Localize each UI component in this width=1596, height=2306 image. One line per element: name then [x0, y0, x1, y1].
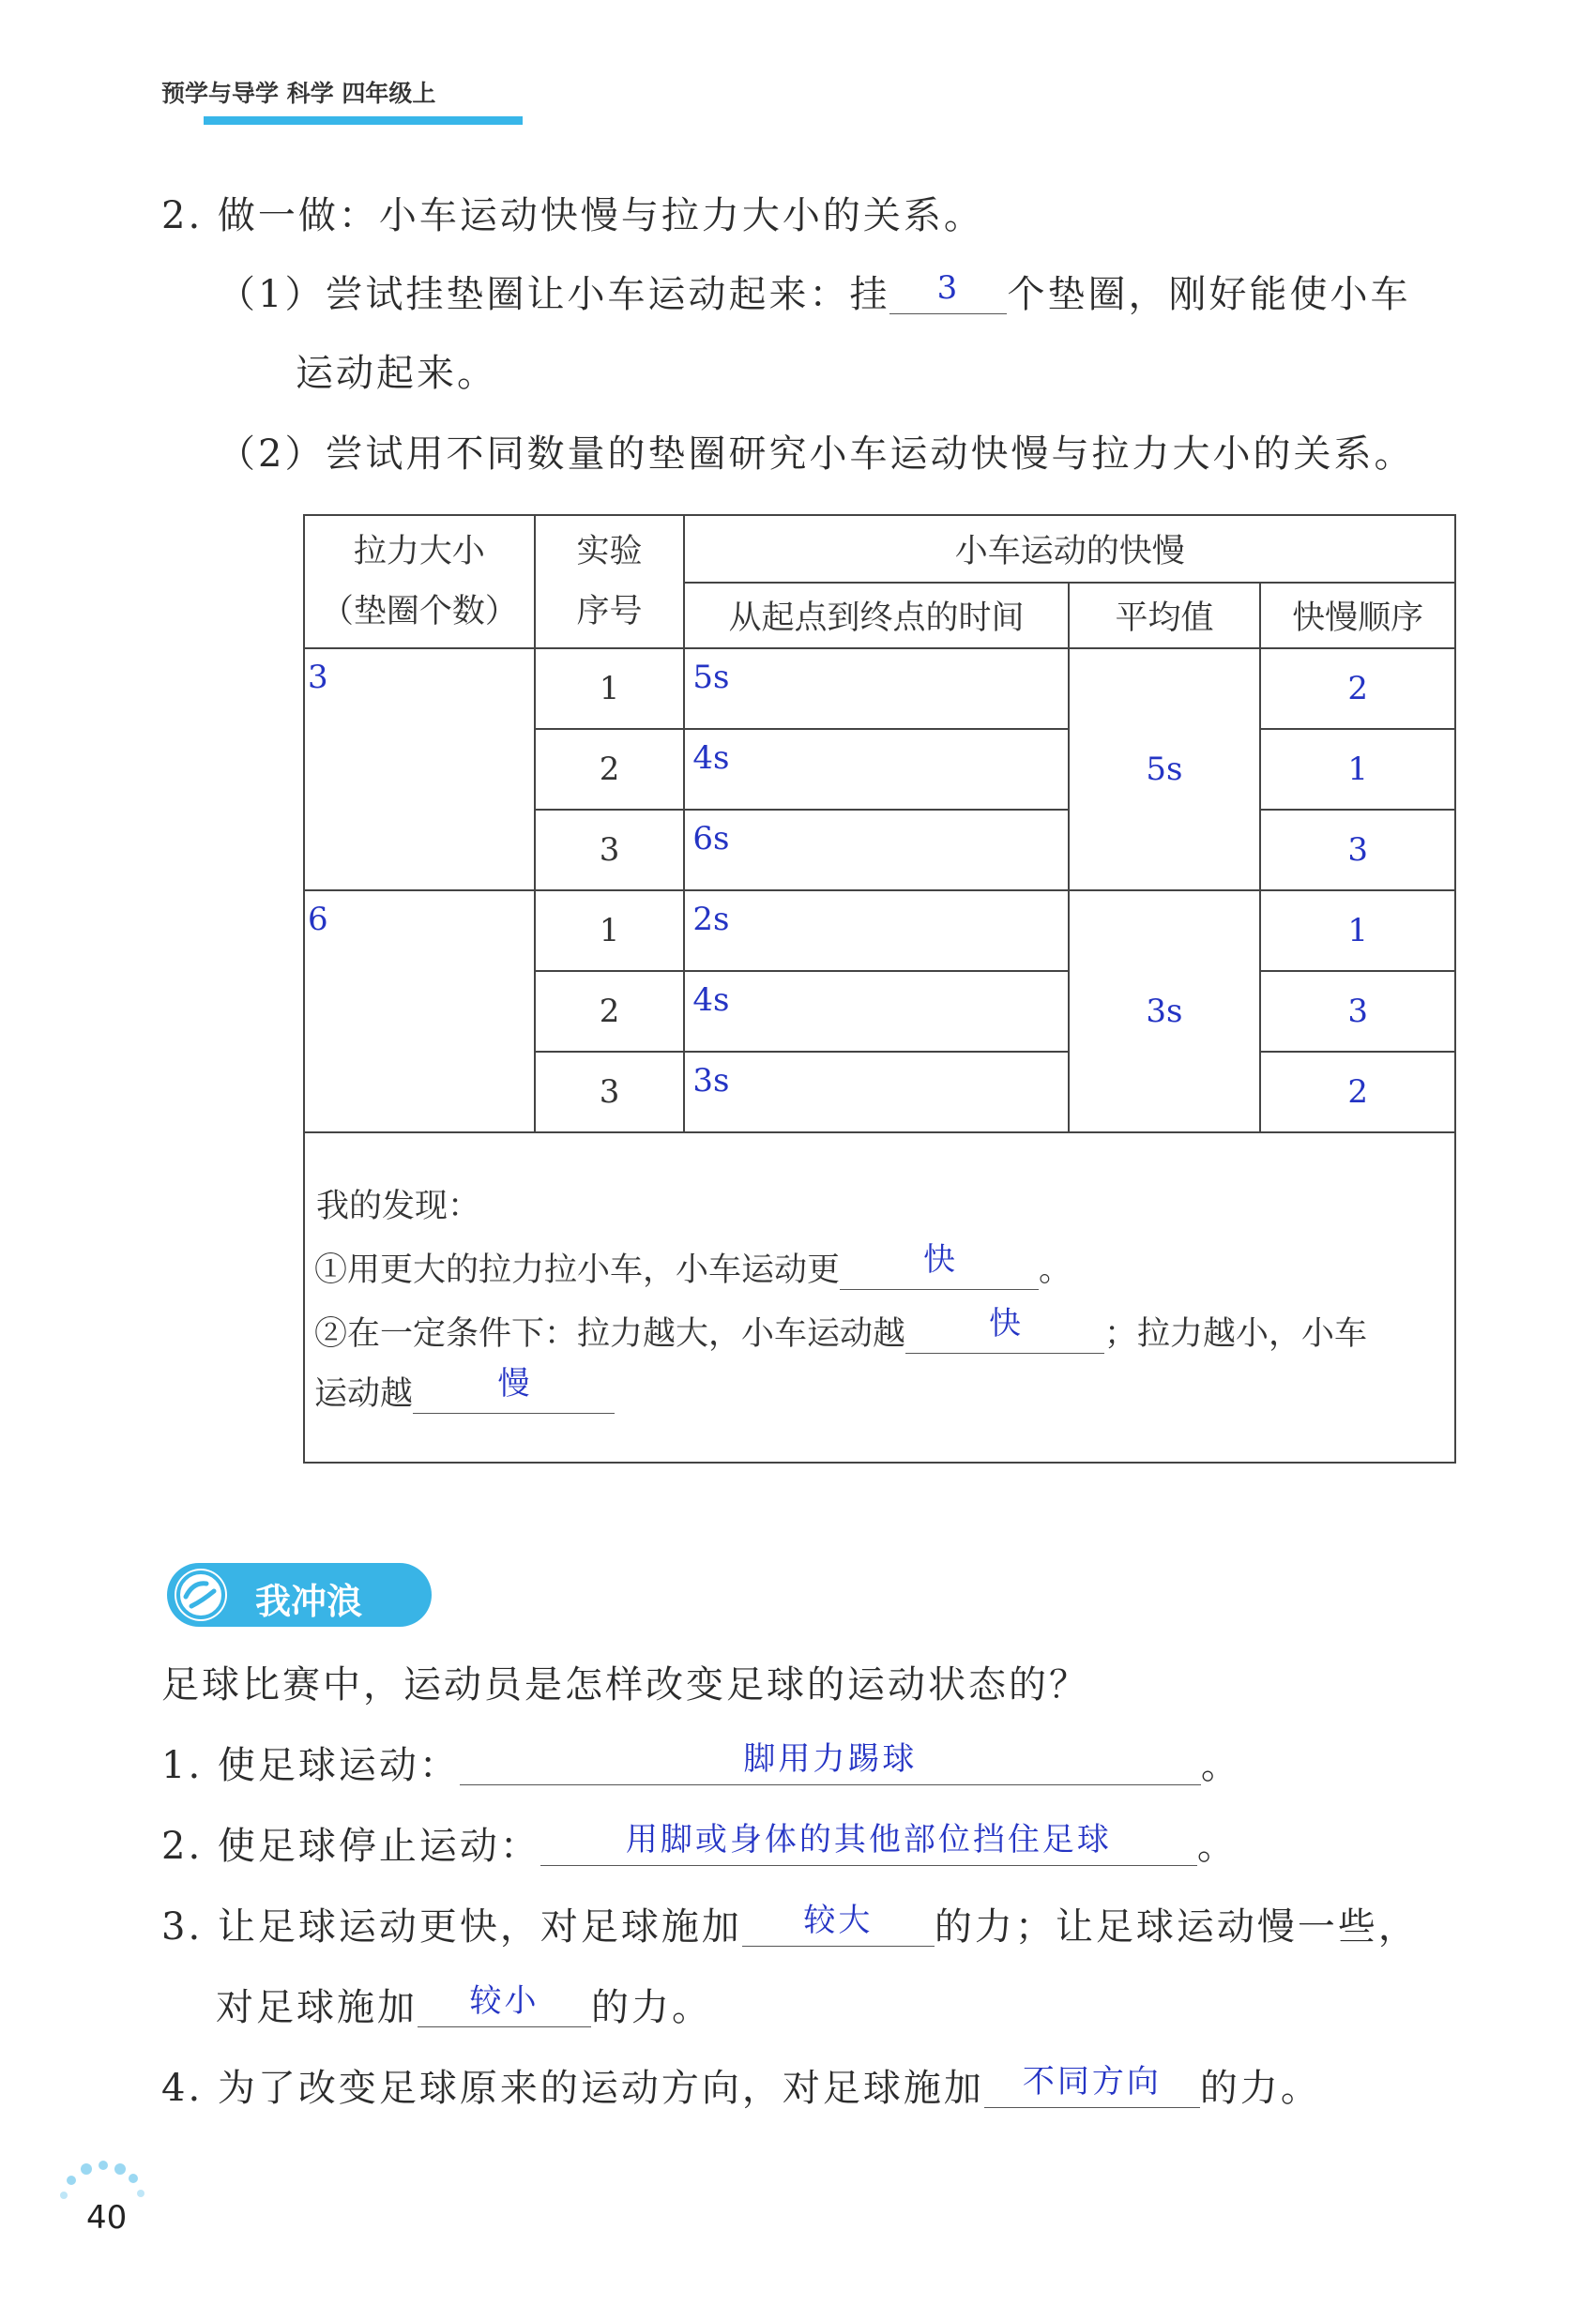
finding1-prefix: ①用更大的拉力拉小车，小车运动更	[314, 1252, 841, 1289]
order-value: 3	[1347, 831, 1368, 869]
header-time: 从起点到终点的时间	[684, 583, 1068, 648]
header-seq	[535, 515, 685, 648]
surf-question: 足球比赛中，运动员是怎样改变足球的运动状态的？	[161, 1663, 1089, 1707]
time-cell	[684, 648, 1068, 729]
q4-suffix: 的力。	[1199, 2067, 1321, 2110]
finding1-suffix: 。	[1039, 1252, 1072, 1289]
q2-period: 。	[1196, 1825, 1238, 1868]
group1-force	[304, 648, 535, 890]
surf-q1	[161, 1740, 1241, 1787]
header-seq-line2: 序号	[576, 593, 643, 630]
sub1-answer: 3	[936, 269, 961, 307]
finding1-blank	[840, 1241, 1039, 1290]
q3b-suffix: 的力。	[591, 1986, 712, 2029]
q3b-answer: 较小	[469, 1982, 540, 2020]
table-row	[304, 890, 1455, 971]
header-avg: 平均值	[1069, 583, 1261, 648]
group2-avg	[1069, 890, 1261, 1132]
q3-blank	[742, 1902, 935, 1947]
q2-prefix: 2. 使足球停止运动：	[161, 1825, 540, 1868]
header-force-line2: （垫圈个数）	[320, 593, 518, 630]
seq-cell	[535, 648, 685, 729]
finding1-answer: 快	[923, 1241, 956, 1279]
q3b-blank	[418, 1982, 591, 2027]
surf-q4	[161, 2063, 1321, 2110]
seq-cell	[535, 810, 685, 890]
seq-cell	[535, 890, 685, 971]
q2-answer: 用脚或身体的其他部位挡住足球	[625, 1821, 1112, 1858]
surf-badge	[167, 1563, 432, 1627]
time-cell	[684, 1052, 1068, 1132]
seq-cell	[535, 1052, 685, 1132]
q4-blank	[984, 2063, 1200, 2108]
avg-value: 3s	[1146, 993, 1183, 1030]
q1-prefix: 1. 使足球运动：	[161, 1744, 460, 1787]
seq-value: 1	[599, 912, 620, 949]
header-bar	[204, 116, 523, 125]
table-row	[304, 648, 1455, 729]
finding2-suffix: ；拉力越小，小车	[1104, 1315, 1368, 1353]
order-cell	[1260, 1052, 1455, 1132]
time-value: 6s	[692, 820, 730, 857]
finding-2	[314, 1305, 1368, 1355]
header-seq-line1: 实验	[576, 533, 643, 570]
header-order: 快慢顺序	[1260, 583, 1455, 648]
q2-blank	[540, 1821, 1197, 1866]
header-title: 预学与导学 科学 四年级上	[161, 80, 436, 107]
experiment-table	[303, 514, 1456, 1464]
seq-value: 1	[599, 670, 620, 707]
q4-prefix: 4. 为了改变足球原来的运动方向，对足球施加	[161, 2067, 984, 2110]
order-cell	[1260, 810, 1455, 890]
q1-answer: 脚用力踢球	[743, 1740, 918, 1778]
finding-1	[314, 1241, 1072, 1291]
finding3-prefix: 运动越	[314, 1375, 414, 1413]
order-cell	[1260, 648, 1455, 729]
seq-cell	[535, 971, 685, 1052]
q3-prefix: 3. 让足球运动更快，对足球施加	[161, 1905, 742, 1949]
finding2-prefix: ②在一定条件下：拉力越大，小车运动越	[314, 1315, 906, 1353]
group1-force-value: 3	[308, 659, 328, 696]
finding2-blank	[905, 1305, 1104, 1354]
findings-cell	[304, 1132, 1455, 1463]
finding-3	[314, 1365, 615, 1415]
time-value: 5s	[692, 659, 730, 696]
finding3-answer: 慢	[497, 1365, 530, 1403]
order-cell	[1260, 729, 1455, 810]
header-force	[304, 515, 535, 648]
section2-sub1	[218, 269, 1411, 316]
q4-answer: 不同方向	[1022, 2063, 1162, 2101]
group2-force	[304, 890, 535, 1132]
page-number: 40	[86, 2199, 128, 2237]
order-value: 1	[1347, 912, 1368, 949]
finding2-answer: 快	[989, 1305, 1022, 1343]
order-value: 3	[1347, 993, 1368, 1030]
section2-sub2: （2）尝试用不同数量的垫圈研究小车运动快慢与拉力大小的关系。	[218, 432, 1415, 476]
time-value: 4s	[692, 981, 730, 1019]
sub1-suffix: 个垫圈，刚好能使小车	[1007, 273, 1411, 316]
time-cell	[684, 890, 1068, 971]
seq-value: 2	[599, 751, 620, 788]
group2-force-value: 6	[308, 901, 328, 938]
surf-icon	[175, 1569, 227, 1621]
section2-title: 2. 做一做：小车运动快慢与拉力大小的关系。	[161, 194, 984, 237]
q3b-prefix: 对足球施加	[216, 1986, 418, 2029]
q1-period: 。	[1200, 1744, 1241, 1787]
time-cell	[684, 971, 1068, 1052]
group1-avg	[1069, 648, 1261, 890]
seq-value: 3	[599, 1073, 620, 1111]
seq-value: 2	[599, 993, 620, 1030]
surf-q2	[161, 1821, 1238, 1868]
sub1-blank	[889, 269, 1007, 314]
surf-q3b	[216, 1982, 712, 2029]
header-speed: 小车运动的快慢	[684, 515, 1455, 583]
q3-answer: 较大	[803, 1902, 874, 1939]
time-cell	[684, 729, 1068, 810]
time-value: 3s	[692, 1062, 730, 1100]
seq-value: 3	[599, 831, 620, 869]
q3-middle: 的力；让足球运动慢一些，	[934, 1905, 1419, 1949]
order-value: 2	[1347, 670, 1368, 707]
order-cell	[1260, 971, 1455, 1052]
seq-cell	[535, 729, 685, 810]
surf-q3	[161, 1902, 1419, 1949]
order-cell	[1260, 890, 1455, 971]
order-value: 1	[1347, 751, 1368, 788]
findings-title: 我的发现：	[316, 1188, 481, 1225]
avg-value: 5s	[1146, 751, 1183, 788]
q1-blank	[460, 1740, 1201, 1785]
time-value: 2s	[692, 901, 730, 938]
finding3-blank	[413, 1365, 615, 1414]
order-value: 2	[1347, 1073, 1368, 1111]
header-force-line1: 拉力大小	[353, 533, 485, 570]
time-cell	[684, 810, 1068, 890]
sub1-prefix: （1）尝试挂垫圈让小车运动起来：挂	[218, 273, 890, 316]
sub1-line2: 运动起来。	[296, 352, 497, 395]
time-value: 4s	[692, 739, 730, 777]
surf-badge-label: 我冲浪	[255, 1581, 363, 1622]
